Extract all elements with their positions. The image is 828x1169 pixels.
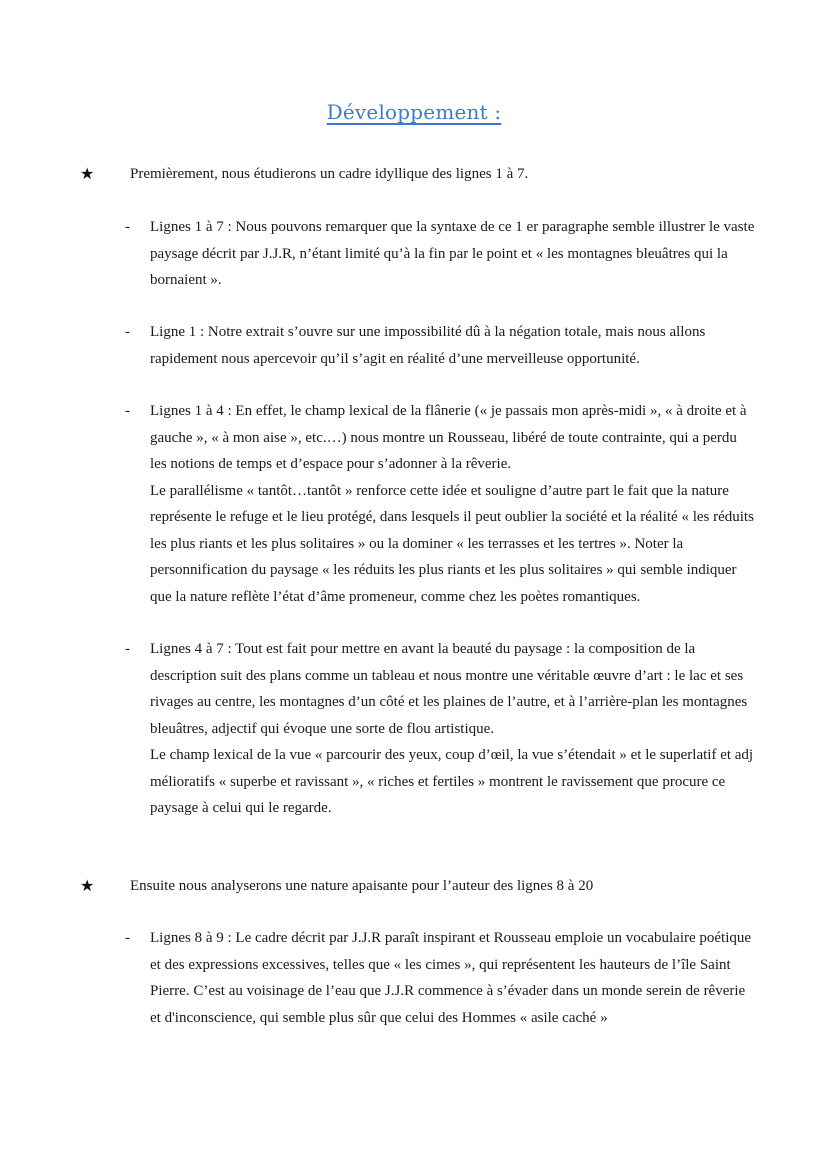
paragraph: Lignes 4 à 7 : Tout est fait pour mettre en avant la beauté du paysage : la composition de la description suit des plans comme un tableau et nous montre une véritable œuvre d’art : le lac et ses rivages au centre, les montagnes d’un côté et les plaines de l’autre, et à l’arrière-plan les montagnes bleuâtres, adjectif qui évoque une sorte de flou artistique. <box>150 641 748 737</box>
section-title: Ensuite nous analyserons une nature apaisante pour l’auteur des lignes 8 à 20 <box>130 878 594 894</box>
section-1 <box>0 161 828 187</box>
page-title: Développement : <box>326 100 502 124</box>
bullet-text <box>150 319 756 372</box>
dash-bullet-icon: - <box>125 324 130 340</box>
paragraph: Lignes 8 à 9 : Le cadre décrit par J.J.R paraît inspirant et Rousseau emploie un vocabulaire poétique et des expressions excessives, telles que « les cimes », qui représentent les hauteurs de l’île Saint Pierre. C’est au voisinage de l’eau que J.J.R commence à s’évader dans un monde serein de rêverie et d'inconscience, qui semble plus sûr que celui des Hommes « asile caché » <box>150 930 752 1026</box>
section-header <box>0 161 828 187</box>
paragraph: Lignes 1 à 4 : En effet, le champ lexical de la flânerie (« je passais mon après-midi », « à droite et à gauche », « à mon aise », etc.…) nous montre un Rousseau, libéré de toute contrainte, qui a perdu les notions de temps et d’espace pour s’adonner à la rêverie. <box>150 403 747 472</box>
section-header <box>0 873 828 899</box>
dash-bullet-icon: - <box>125 930 130 946</box>
bullet-text <box>150 214 756 294</box>
paragraph: Le champ lexical de la vue « parcourir des yeux, coup d’œil, la vue s’étendait » et le superlatif et adj mélioratifs « superbe et ravissant », « riches et fertiles » montrent le ravissement que procure ce paysage à celui qui le regarde. <box>150 747 754 816</box>
dash-bullet-icon: - <box>125 219 130 235</box>
section-title: Premièrement, nous étudierons un cadre idyllique des lignes 1 à 7. <box>130 166 529 182</box>
section-2 <box>0 873 828 899</box>
bullet-text <box>150 925 756 1031</box>
star-bullet-icon: ★ <box>80 876 95 895</box>
dash-bullet-icon: - <box>125 403 130 419</box>
bullet-text <box>150 636 756 822</box>
paragraph: Ligne 1 : Notre extrait s’ouvre sur une impossibilité dû à la négation totale, mais nous allons rapidement nous apercevoir qu’il s’agit en réalité d’une merveilleuse opportunité. <box>150 324 706 367</box>
paragraph: Lignes 1 à 7 : Nous pouvons remarquer que la syntaxe de ce 1 er paragraphe semble illustrer le vaste paysage décrit par J.J.R, n’étant limité qu’à la fin par le point et « les montagnes bleuâtres qui la bornaient ». <box>150 219 755 288</box>
dash-bullet-icon: - <box>125 641 130 657</box>
star-bullet-icon: ★ <box>80 164 95 183</box>
bullet-text <box>150 398 756 610</box>
paragraph: Le parallélisme « tantôt…tantôt » renforce cette idée et souligne d’autre part le fait que la nature représente le refuge et le lieu protégé, dans lesquels il peut oublier la société et la réalité « les réduits les plus riants et les plus solitaires » ou la dominer « les terrasses et les tertres ». Noter la personnification du paysage « les réduits les plus riants et les plus solitaires » qui semble indiquer que la nature reflète l’état d’âme promeneur, comme chez les poètes romantiques. <box>150 482 754 605</box>
